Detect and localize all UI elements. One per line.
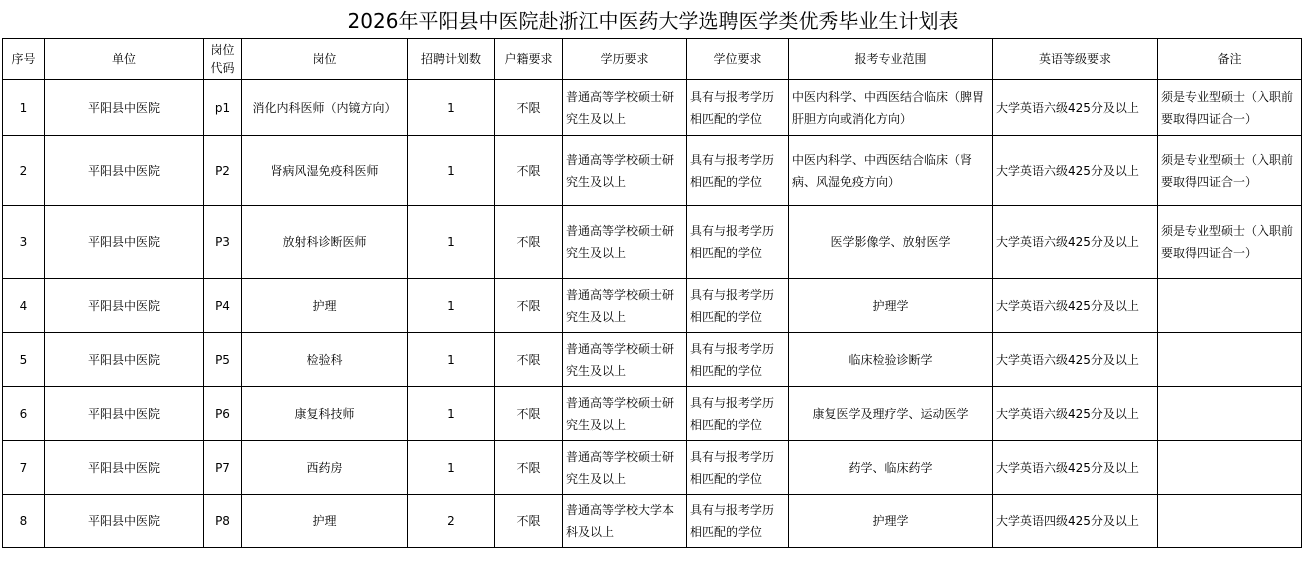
cell-education: 普通高等学校硕士研究生及以上 — [563, 279, 687, 333]
cell-seq: 5 — [3, 333, 45, 387]
cell-education: 普通高等学校硕士研究生及以上 — [563, 136, 687, 206]
table-row — [3, 80, 1302, 136]
cell-unit: 平阳县中医院 — [45, 136, 204, 206]
cell-note — [1158, 387, 1302, 441]
table-row — [3, 333, 1302, 387]
cell-seq: 4 — [3, 279, 45, 333]
cell-code: p1 — [204, 80, 242, 136]
header-degree: 学位要求 — [687, 39, 789, 80]
cell-education: 普通高等学校硕士研究生及以上 — [563, 387, 687, 441]
cell-english: 大学英语六级425分及以上 — [993, 333, 1158, 387]
cell-unit: 平阳县中医院 — [45, 279, 204, 333]
cell-unit: 平阳县中医院 — [45, 387, 204, 441]
cell-position: 护理 — [242, 495, 408, 548]
header-position: 岗位 — [242, 39, 408, 80]
cell-code: P5 — [204, 333, 242, 387]
cell-unit: 平阳县中医院 — [45, 495, 204, 548]
cell-education: 普通高等学校硕士研究生及以上 — [563, 206, 687, 279]
cell-seq: 6 — [3, 387, 45, 441]
cell-code: P3 — [204, 206, 242, 279]
cell-hukou: 不限 — [495, 387, 563, 441]
header-hukou: 户籍要求 — [495, 39, 563, 80]
table-row — [3, 136, 1302, 206]
cell-note — [1158, 441, 1302, 495]
cell-position: 康复科技师 — [242, 387, 408, 441]
cell-degree: 具有与报考学历相匹配的学位 — [687, 206, 789, 279]
cell-position: 西药房 — [242, 441, 408, 495]
table-row — [3, 441, 1302, 495]
cell-major: 临床检验诊断学 — [789, 333, 993, 387]
cell-code: P7 — [204, 441, 242, 495]
cell-hukou: 不限 — [495, 80, 563, 136]
cell-degree: 具有与报考学历相匹配的学位 — [687, 441, 789, 495]
cell-code: P4 — [204, 279, 242, 333]
cell-hukou: 不限 — [495, 333, 563, 387]
cell-seq: 8 — [3, 495, 45, 548]
page-title: 2026年平阳县中医院赴浙江中医药大学选聘医学类优秀毕业生计划表 — [347, 8, 959, 33]
header-code-line1: 岗位 — [210, 43, 235, 57]
table-row — [3, 495, 1302, 548]
cell-education: 普通高等学校硕士研究生及以上 — [563, 441, 687, 495]
table-row — [3, 387, 1302, 441]
cell-hukou: 不限 — [495, 206, 563, 279]
cell-code: P8 — [204, 495, 242, 548]
cell-seq: 7 — [3, 441, 45, 495]
cell-major: 中医内科学、中西医结合临床（肾病、风湿免疫方向） — [789, 136, 993, 206]
header-seq: 序号 — [3, 39, 45, 80]
cell-english: 大学英语六级425分及以上 — [993, 206, 1158, 279]
cell-education: 普通高等学校大学本科及以上 — [563, 495, 687, 548]
cell-degree: 具有与报考学历相匹配的学位 — [687, 387, 789, 441]
plan-table — [2, 38, 1302, 548]
cell-education: 普通高等学校硕士研究生及以上 — [563, 80, 687, 136]
cell-hukou: 不限 — [495, 441, 563, 495]
header-english: 英语等级要求 — [993, 39, 1158, 80]
cell-code: P6 — [204, 387, 242, 441]
cell-quota: 1 — [408, 279, 495, 333]
cell-code: P2 — [204, 136, 242, 206]
cell-unit: 平阳县中医院 — [45, 80, 204, 136]
header-education: 学历要求 — [563, 39, 687, 80]
cell-position: 肾病风湿免疫科医师 — [242, 136, 408, 206]
cell-quota: 1 — [408, 333, 495, 387]
cell-seq: 3 — [3, 206, 45, 279]
cell-hukou: 不限 — [495, 279, 563, 333]
cell-degree: 具有与报考学历相匹配的学位 — [687, 80, 789, 136]
header-quota: 招聘计划数 — [408, 39, 495, 80]
cell-english: 大学英语六级425分及以上 — [993, 136, 1158, 206]
cell-note: 须是专业型硕士（入职前要取得四证合一） — [1158, 136, 1302, 206]
cell-quota: 1 — [408, 441, 495, 495]
cell-note — [1158, 333, 1302, 387]
cell-major: 护理学 — [789, 495, 993, 548]
header-major: 报考专业范围 — [789, 39, 993, 80]
cell-note — [1158, 279, 1302, 333]
header-code-line2: 代码 — [210, 61, 235, 75]
cell-unit: 平阳县中医院 — [45, 441, 204, 495]
cell-degree: 具有与报考学历相匹配的学位 — [687, 333, 789, 387]
cell-english: 大学英语六级425分及以上 — [993, 387, 1158, 441]
cell-major: 康复医学及理疗学、运动医学 — [789, 387, 993, 441]
cell-position: 消化内科医师（内镜方向） — [242, 80, 408, 136]
cell-major: 中医内科学、中西医结合临床（脾胃肝胆方向或消化方向） — [789, 80, 993, 136]
cell-position: 放射科诊断医师 — [242, 206, 408, 279]
header-unit: 单位 — [45, 39, 204, 80]
cell-quota: 2 — [408, 495, 495, 548]
cell-degree: 具有与报考学历相匹配的学位 — [687, 495, 789, 548]
cell-education: 普通高等学校硕士研究生及以上 — [563, 333, 687, 387]
cell-quota: 1 — [408, 387, 495, 441]
cell-note: 须是专业型硕士（入职前要取得四证合一） — [1158, 80, 1302, 136]
cell-english: 大学英语六级425分及以上 — [993, 441, 1158, 495]
cell-note: 须是专业型硕士（入职前要取得四证合一） — [1158, 206, 1302, 279]
cell-note — [1158, 495, 1302, 548]
table-row — [3, 279, 1302, 333]
cell-major: 药学、临床药学 — [789, 441, 993, 495]
cell-quota: 1 — [408, 136, 495, 206]
cell-quota: 1 — [408, 206, 495, 279]
header-row — [3, 39, 1302, 80]
cell-position: 护理 — [242, 279, 408, 333]
cell-unit: 平阳县中医院 — [45, 206, 204, 279]
cell-seq: 1 — [3, 80, 45, 136]
cell-hukou: 不限 — [495, 136, 563, 206]
cell-position: 检验科 — [242, 333, 408, 387]
header-code — [204, 39, 242, 80]
cell-seq: 2 — [3, 136, 45, 206]
table-row — [3, 206, 1302, 279]
header-note: 备注 — [1158, 39, 1302, 80]
cell-english: 大学英语六级425分及以上 — [993, 80, 1158, 136]
cell-major: 护理学 — [789, 279, 993, 333]
cell-hukou: 不限 — [495, 495, 563, 548]
cell-quota: 1 — [408, 80, 495, 136]
cell-english: 大学英语四级425分及以上 — [993, 495, 1158, 548]
cell-unit: 平阳县中医院 — [45, 333, 204, 387]
cell-major: 医学影像学、放射医学 — [789, 206, 993, 279]
cell-degree: 具有与报考学历相匹配的学位 — [687, 136, 789, 206]
cell-degree: 具有与报考学历相匹配的学位 — [687, 279, 789, 333]
cell-english: 大学英语六级425分及以上 — [993, 279, 1158, 333]
